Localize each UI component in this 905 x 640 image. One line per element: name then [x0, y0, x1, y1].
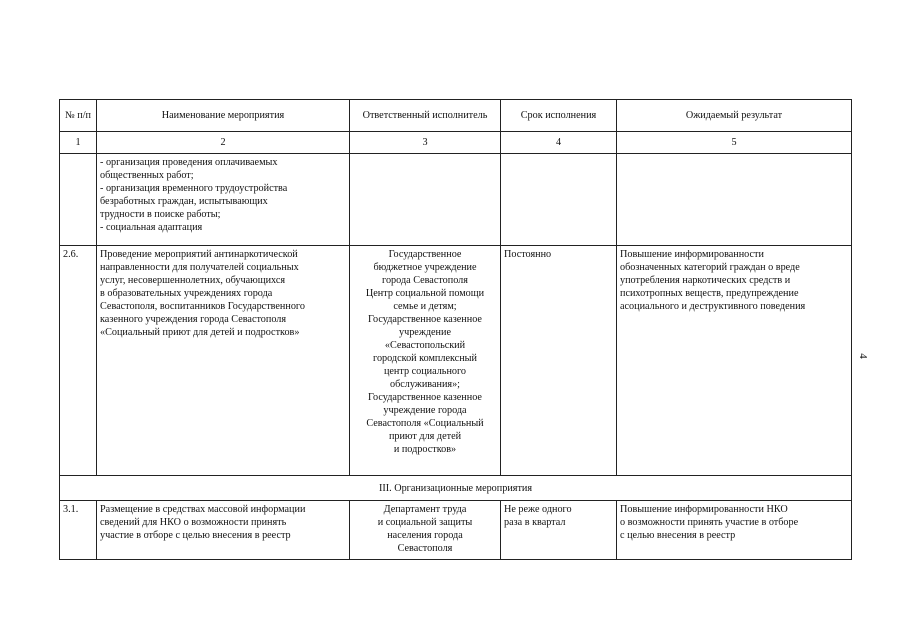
column-number: 4 — [501, 132, 617, 154]
text-line: Повышение информированности — [620, 249, 764, 260]
text-line: раза в квартал — [504, 517, 566, 528]
text-line: обозначенных категорий граждан о вреде — [620, 262, 800, 273]
cell-name — [97, 501, 350, 560]
text-line: - организация временного трудоустройства — [100, 183, 288, 194]
page-number: 4 — [856, 353, 869, 359]
cell-name — [97, 154, 350, 246]
text-line: Севастополя, воспитанников Государственного — [100, 301, 305, 312]
text-line: о возможности принять участие в отборе — [620, 517, 799, 528]
text-line: сведений для НКО о возможности принять — [100, 517, 287, 528]
text-line: приют для детей — [388, 431, 462, 442]
column-number: 5 — [617, 132, 852, 154]
text-line: и социальной защиты — [377, 517, 473, 528]
header-number: № п/п — [60, 100, 97, 132]
text-line: казенного учреждения города Севастополя — [100, 314, 287, 325]
text-line: городской комплексный — [373, 353, 477, 364]
text-line: асоциального и деструктивного поведения — [620, 301, 806, 312]
text-line: бюджетное учреждение — [373, 262, 477, 273]
text-line: Размещение в средствах массовой информации — [100, 504, 306, 515]
text-line: общественных работ; — [100, 170, 194, 181]
text-line: безработных граждан, испытывающих — [100, 196, 268, 207]
text-line: Государственное казенное — [368, 314, 482, 325]
column-number: 3 — [350, 132, 501, 154]
column-number-row — [60, 132, 852, 154]
text-line: услуг, несовершеннолетних, обучающихся — [100, 275, 286, 286]
header-term: Срок исполнения — [501, 100, 617, 132]
text-line: - социальная адаптация — [100, 222, 203, 233]
text-line: обслуживания»; — [389, 379, 461, 390]
text-line: и подростков» — [393, 444, 457, 455]
cell-executor — [350, 246, 501, 476]
text-line: «Социальный приют для детей и подростков» — [100, 327, 300, 338]
text-line: Государственное казенное — [368, 392, 482, 403]
cell-number — [60, 154, 97, 246]
table-row-2-6 — [60, 246, 852, 476]
text-line: населения города — [387, 530, 463, 541]
header-result: Ожидаемый результат — [617, 100, 852, 132]
cell-executor — [350, 501, 501, 560]
cell-term: Постоянно — [501, 246, 617, 476]
cell-term — [501, 154, 617, 246]
text-line: в образовательных учреждениях города — [100, 288, 273, 299]
text-line: Севастополя «Социальный — [366, 418, 484, 429]
text-line: Повышение информированности НКО — [620, 504, 788, 515]
text-line: города Севастополя — [382, 275, 468, 286]
text-line: семье и детям; — [393, 301, 457, 312]
text-line: Департамент труда — [383, 504, 467, 515]
table-row-3-1 — [60, 501, 852, 560]
table-row-continuation — [60, 154, 852, 246]
cell-result — [617, 501, 852, 560]
text-line: учреждение города — [383, 405, 467, 416]
text-line: направленности для получателей социальных — [100, 262, 299, 273]
text-line: Центр социальной помощи — [365, 288, 485, 299]
text-line: участие в отборе с целью внесения в реестр — [100, 530, 291, 541]
text-line: - организация проведения оплачиваемых — [100, 157, 278, 168]
cell-executor — [350, 154, 501, 246]
text-line: с целью внесения в реестр — [620, 530, 736, 541]
text-line: Государственное — [388, 249, 462, 260]
text-line: Проведение мероприятий антинаркотической — [100, 249, 298, 260]
column-number: 1 — [60, 132, 97, 154]
text-line: психотропных веществ, предупреждение — [620, 288, 799, 299]
header-executor: Ответственный исполнитель — [350, 100, 501, 132]
text-line: центр социального — [383, 366, 467, 377]
cell-result — [617, 246, 852, 476]
text-line: употребления наркотических средств и — [620, 275, 791, 286]
text-line: учреждение — [398, 327, 451, 338]
header-row — [60, 100, 852, 132]
section-row — [60, 476, 852, 501]
column-number: 2 — [97, 132, 350, 154]
cell-result — [617, 154, 852, 246]
activities-table — [59, 99, 852, 560]
cell-term — [501, 501, 617, 560]
text-line: «Севастопольский — [384, 340, 466, 351]
header-name: Наименование мероприятия — [97, 100, 350, 132]
cell-number: 2.6. — [60, 246, 97, 476]
text-line: Не реже одного — [504, 504, 572, 515]
cell-number: 3.1. — [60, 501, 97, 560]
text-line: Севастополя — [397, 543, 453, 554]
cell-name — [97, 246, 350, 476]
section-title: III. Организационные мероприятия — [60, 476, 852, 501]
text-line: трудности в поиске работы; — [100, 209, 221, 220]
